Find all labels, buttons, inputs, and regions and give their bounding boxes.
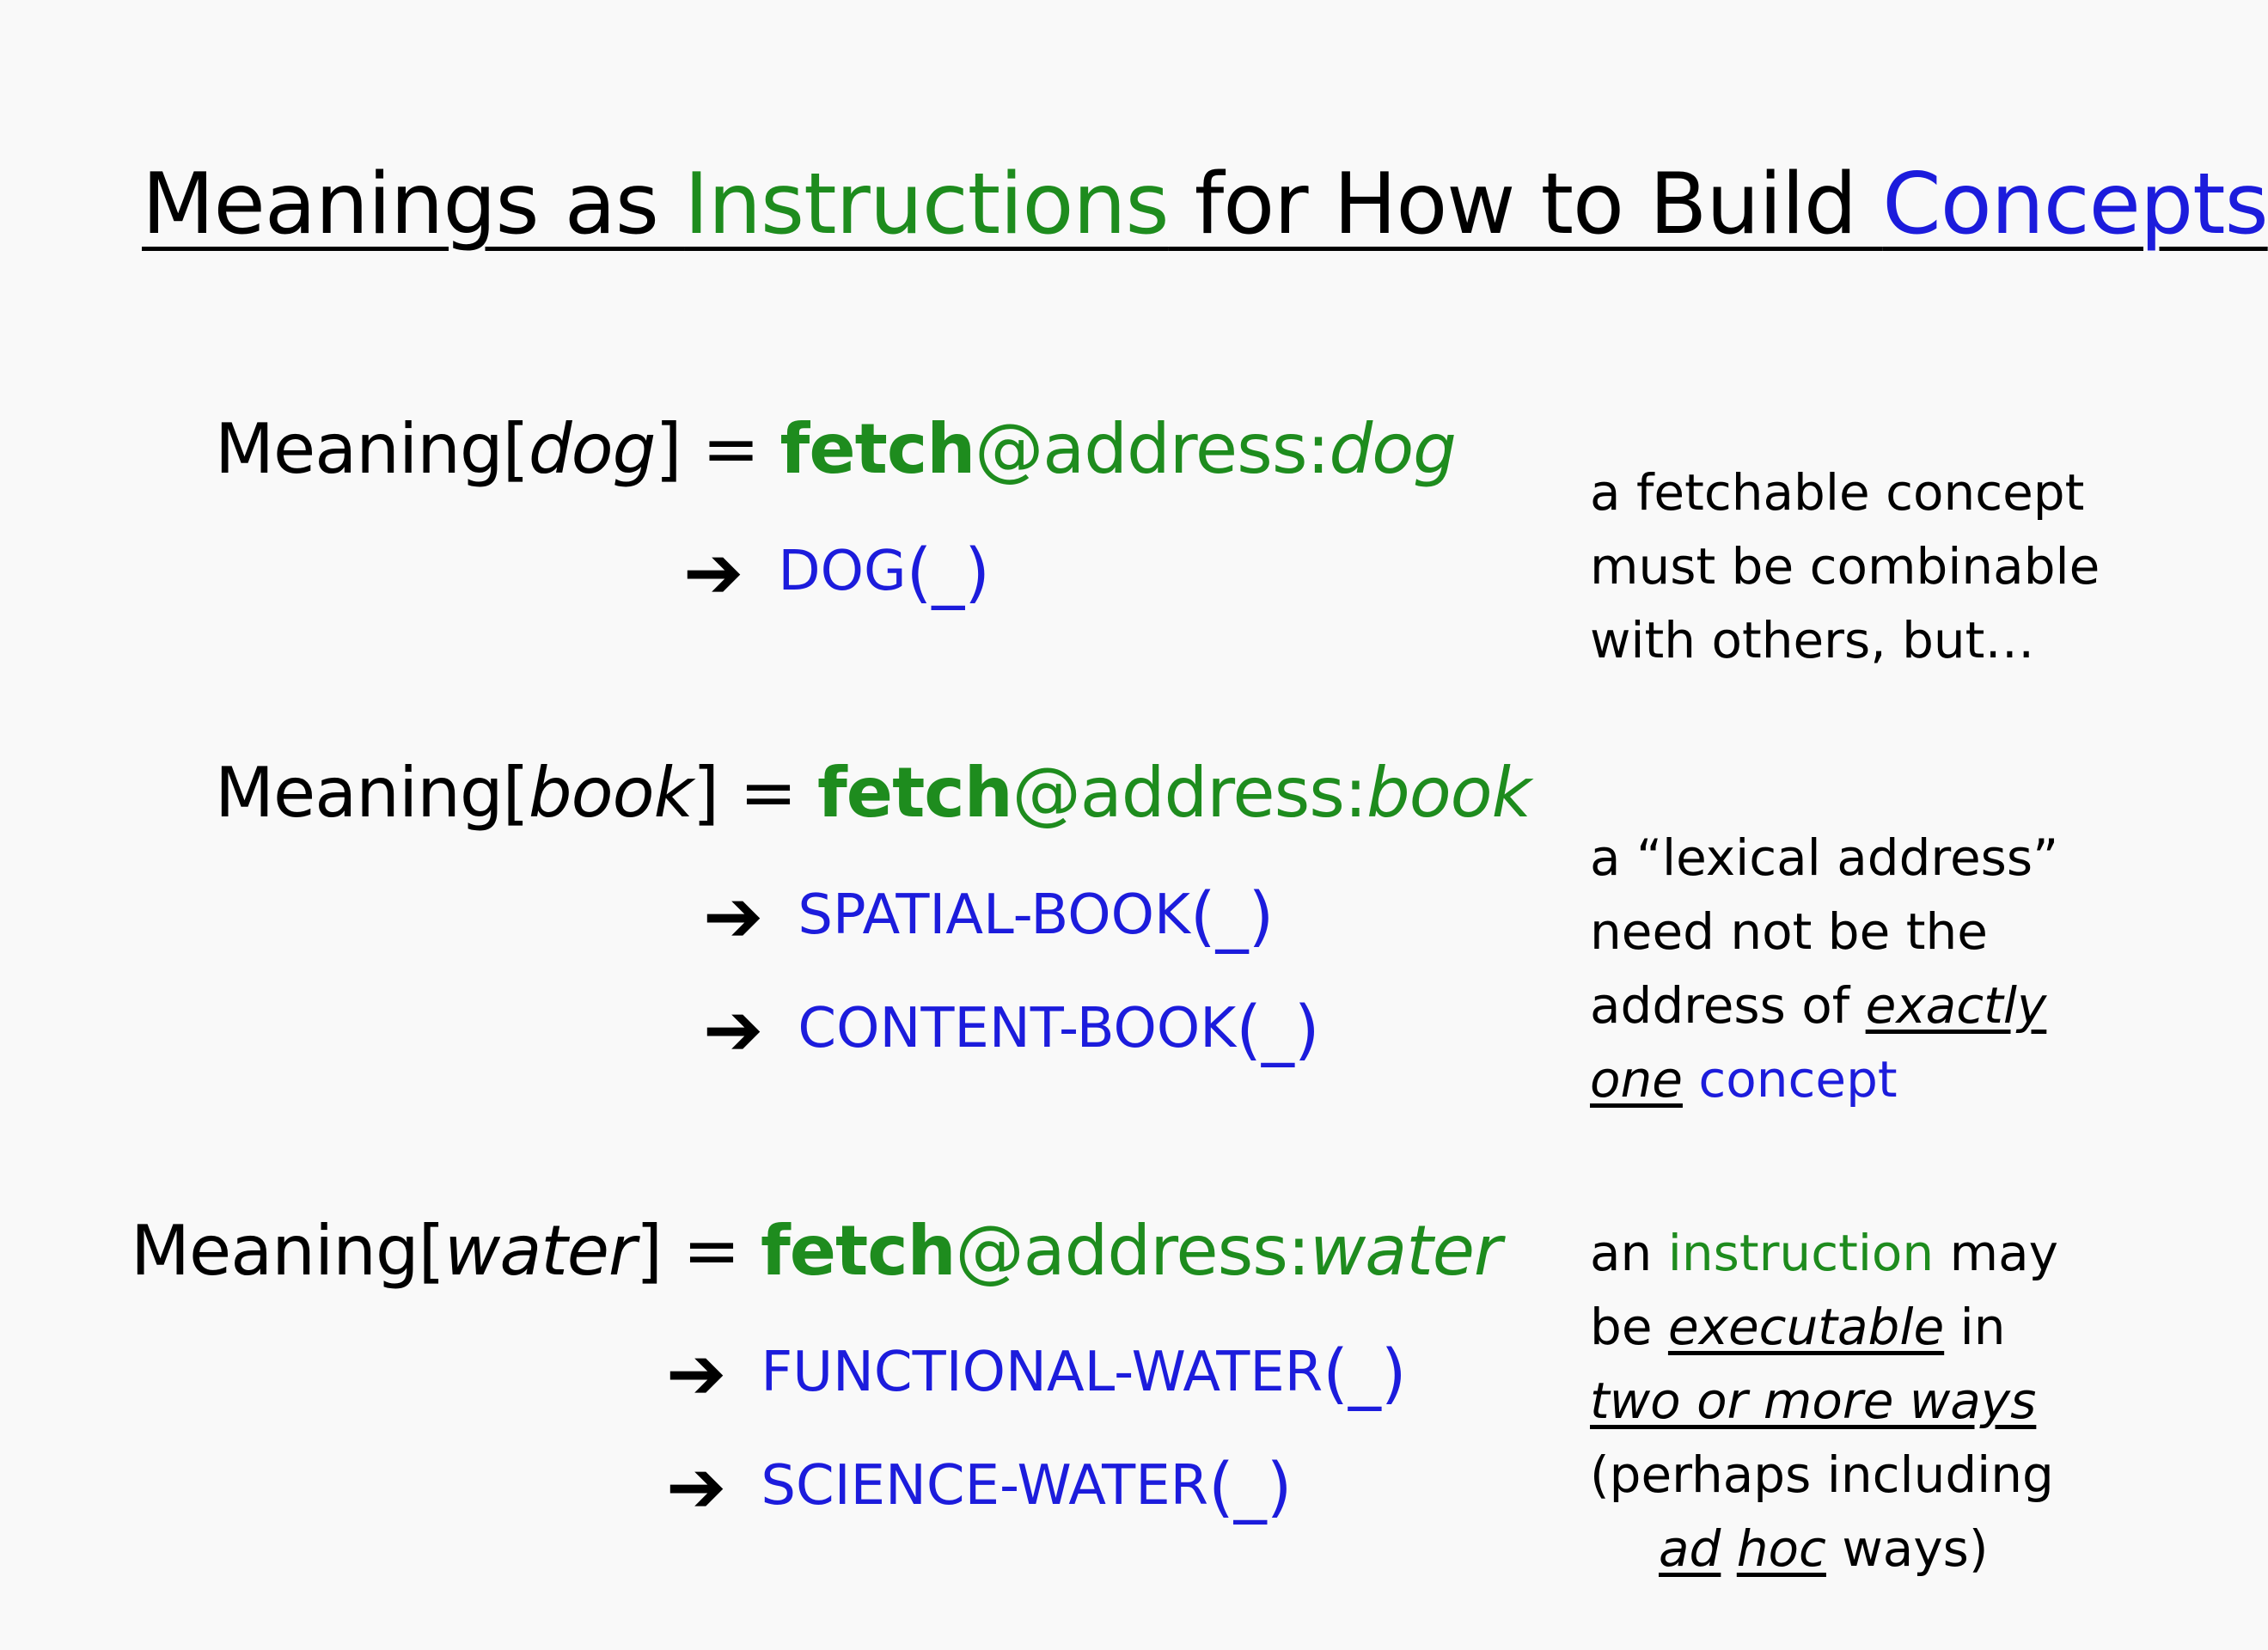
note-line <box>1590 1364 2058 1438</box>
meaning-water <box>131 1210 1501 1292</box>
arrow-icon: ➔ <box>703 873 764 958</box>
note-instruction-word: instruction <box>1667 1224 1935 1282</box>
note-text: may <box>1934 1224 2058 1282</box>
note-emphasis: executable <box>1667 1298 1945 1356</box>
note-line <box>1590 1512 2058 1586</box>
result-name: CONTENT-BOOK <box>798 997 1237 1061</box>
meaning-equals: ] = <box>635 1211 761 1291</box>
note-emphasis: hoc <box>1736 1519 1826 1578</box>
meaning-address-word: dog <box>1329 409 1456 489</box>
result-paren: (_) <box>1208 1448 1293 1525</box>
result-name: SCIENCE-WATER <box>761 1454 1209 1519</box>
result-functional-water <box>666 1330 1407 1415</box>
note-line <box>1590 1216 2058 1290</box>
meaning-word: water <box>443 1211 636 1291</box>
title-part-3: for How to Build <box>1168 156 1883 254</box>
title-concepts: Concepts <box>1882 156 2268 254</box>
note-text: in <box>1944 1298 2006 1356</box>
meaning-fetch: fetch <box>817 753 1012 833</box>
note-emphasis: two or more ways <box>1590 1372 2037 1430</box>
note-line <box>1590 1042 2058 1116</box>
note-text: an <box>1590 1224 1668 1282</box>
meaning-prefix: Meaning[ <box>131 1211 444 1291</box>
note-emphasis: ad <box>1659 1519 1721 1578</box>
meaning-fetch: fetch <box>760 1211 956 1291</box>
note-lexical-address <box>1590 821 2058 1116</box>
result-name: SPATIAL-BOOK <box>798 883 1190 948</box>
meaning-equals: ] = <box>692 753 817 833</box>
meaning-word: dog <box>528 409 656 489</box>
note-emphasis: one <box>1590 1050 1683 1109</box>
result-paren: (_) <box>906 534 990 610</box>
meaning-prefix: Meaning[ <box>215 409 529 489</box>
note-text <box>1721 1519 1736 1578</box>
note-line <box>1590 969 2058 1042</box>
result-paren: (_) <box>1189 877 1275 954</box>
note-line: (perhaps including <box>1590 1445 2054 1504</box>
meaning-book <box>215 752 1531 834</box>
meaning-address: @address: <box>975 409 1330 489</box>
note-text: address of <box>1590 976 1866 1035</box>
result-paren: (_) <box>1323 1335 1407 1411</box>
arrow-icon: ➔ <box>703 987 764 1072</box>
result-science-water <box>666 1444 1293 1529</box>
note-line: a “lexical address” <box>1590 828 2059 887</box>
meaning-equals: ] = <box>655 409 780 489</box>
title-part-1: Meanings as <box>142 156 685 254</box>
result-dog <box>683 529 990 614</box>
result-spatial-book <box>703 873 1275 958</box>
arrow-icon: ➔ <box>666 1330 727 1415</box>
note-line: with others, but… <box>1590 611 2035 669</box>
meaning-word: book <box>528 753 693 833</box>
arrow-icon: ➔ <box>666 1444 727 1529</box>
result-content-book <box>703 987 1320 1072</box>
meaning-fetch: fetch <box>779 409 975 489</box>
result-paren: (_) <box>1236 991 1320 1067</box>
meaning-dog <box>215 408 1456 491</box>
note-text: be <box>1590 1298 1668 1356</box>
note-emphasis: exactly <box>1865 976 2047 1035</box>
meaning-address: @address: <box>1012 753 1366 833</box>
meaning-address-word: book <box>1366 753 1531 833</box>
meaning-prefix: Meaning[ <box>215 753 529 833</box>
note-line: must be combinable <box>1590 537 2100 596</box>
meaning-address-word: water <box>1309 1211 1501 1291</box>
note-fetchable <box>1590 455 2100 677</box>
result-name: FUNCTIONAL-WATER <box>761 1341 1324 1405</box>
title-instructions: Instructions <box>684 156 1169 254</box>
slide-title <box>142 155 2268 256</box>
note-line <box>1590 1290 2058 1364</box>
note-concept: concept <box>1682 1050 1898 1109</box>
arrow-icon: ➔ <box>683 529 744 614</box>
note-line: a fetchable concept <box>1590 463 2085 522</box>
note-instruction <box>1590 1216 2058 1586</box>
result-name: DOG <box>778 540 907 604</box>
meaning-address: @address: <box>955 1211 1310 1291</box>
note-text: ways) <box>1825 1519 1989 1578</box>
note-line: need not be the <box>1590 902 1988 961</box>
